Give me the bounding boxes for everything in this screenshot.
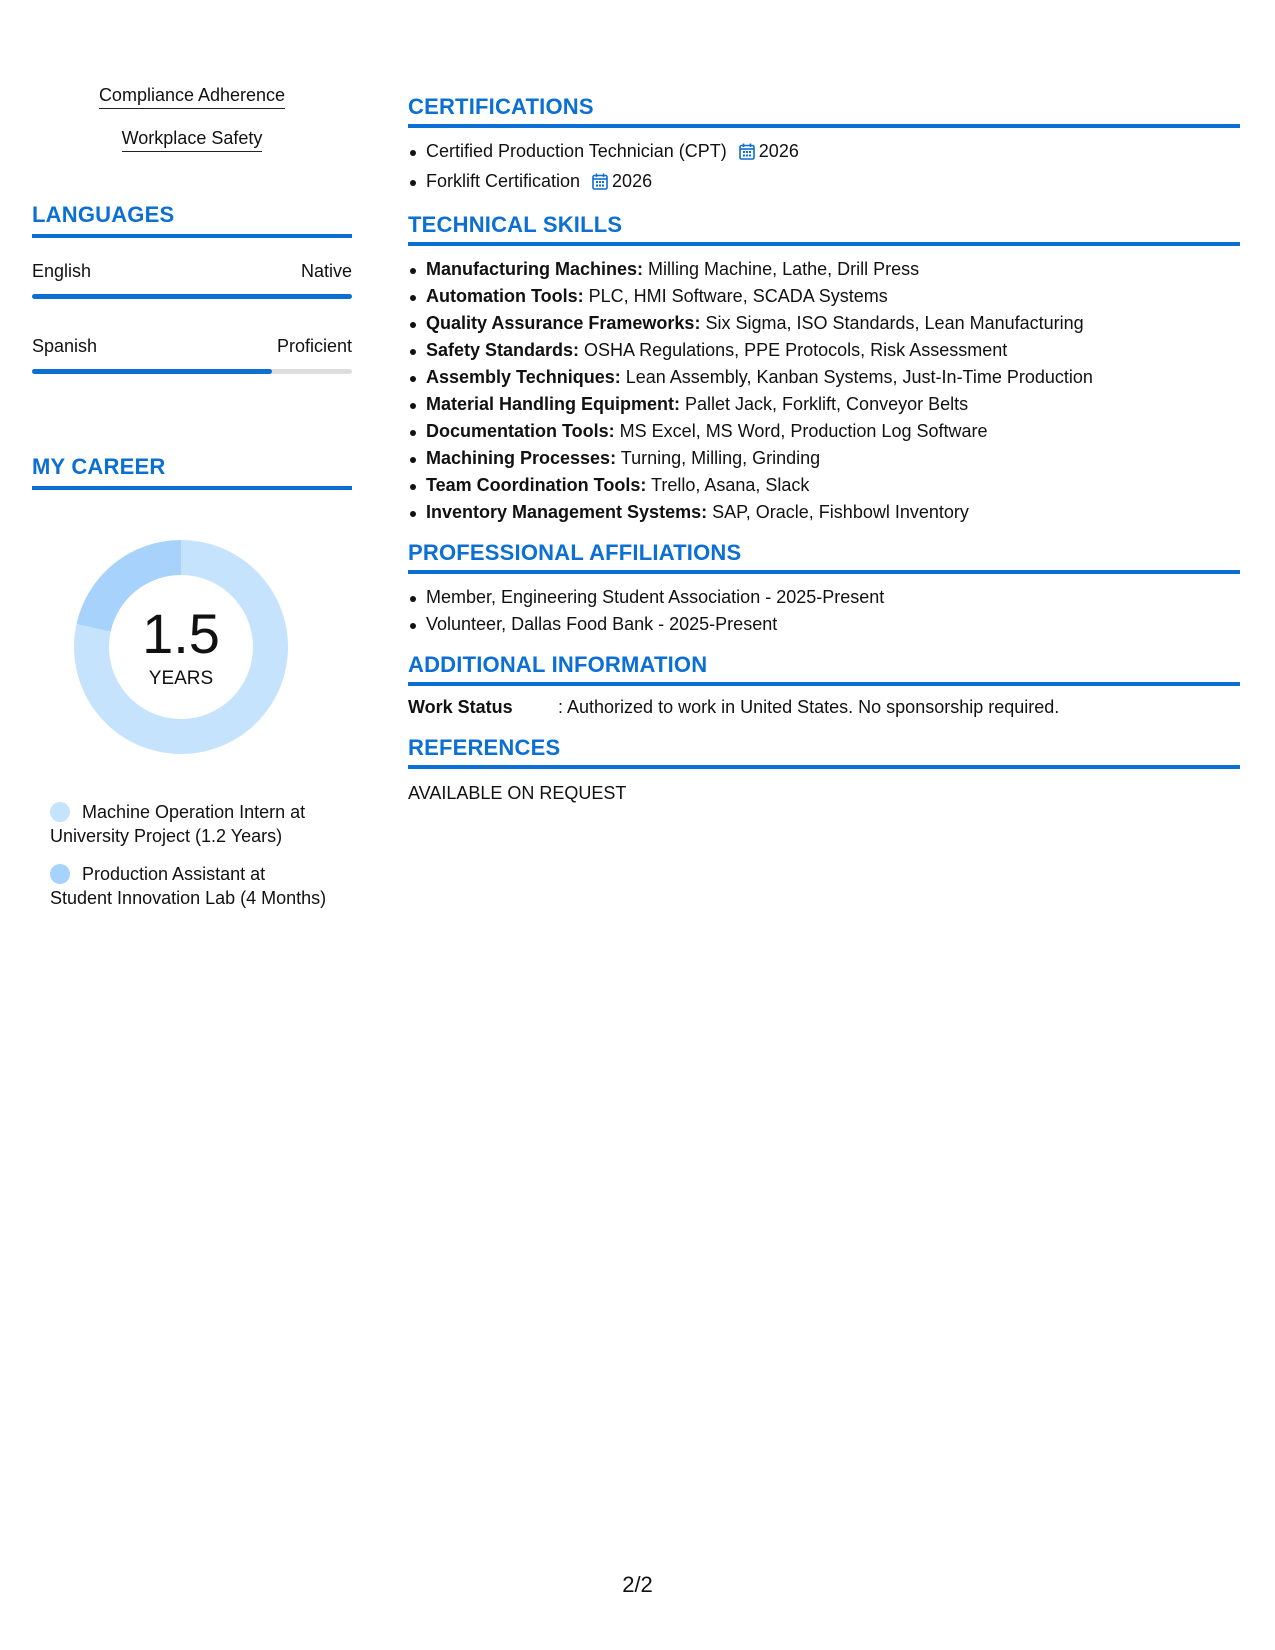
additional-info-title: ADDITIONAL INFORMATION xyxy=(408,652,1240,686)
language-bar xyxy=(32,369,352,374)
certification-year: 2026 xyxy=(758,141,799,161)
career-legend xyxy=(50,800,330,910)
language-row xyxy=(32,260,352,299)
career-entry-label: Production Assistant at Student Innovation Lab (4 Months) xyxy=(50,864,327,908)
language-bar xyxy=(32,294,352,299)
technical-skills-section xyxy=(408,212,1240,526)
certifications-list xyxy=(408,138,1240,198)
career-legend-item xyxy=(50,800,330,848)
skill-item xyxy=(426,310,1240,337)
affiliation-item: Volunteer, Dallas Food Bank - 2025-Present xyxy=(426,611,1240,638)
skill-values: Lean Assembly, Kanban Systems, Just-In-Time Production xyxy=(620,367,1093,387)
certification-item xyxy=(426,138,1240,168)
additional-info-section xyxy=(408,652,1240,721)
legend-dot-icon xyxy=(50,864,70,884)
technical-skills-list xyxy=(408,256,1240,526)
skill-category: Assembly Techniques: xyxy=(426,367,621,387)
language-name: Spanish xyxy=(32,336,98,356)
career-total-value: 1.5 xyxy=(142,602,220,665)
skill-values: Turning, Milling, Grinding xyxy=(616,448,821,468)
language-level: Proficient xyxy=(276,336,352,356)
skill-item xyxy=(426,391,1240,418)
skill-item xyxy=(426,499,1240,526)
skill-category: Automation Tools: xyxy=(426,286,584,306)
languages-title: LANGUAGES xyxy=(32,202,352,238)
skill-category: Team Coordination Tools: xyxy=(426,475,647,495)
language-name: English xyxy=(32,261,92,281)
career-legend-item xyxy=(50,862,330,910)
left-column xyxy=(32,84,352,924)
skill-category: Machining Processes: xyxy=(426,448,617,468)
affiliations-list xyxy=(408,584,1240,638)
skill-category: Safety Standards: xyxy=(426,340,580,360)
certification-item xyxy=(426,168,1240,198)
skill-category: Manufacturing Machines: xyxy=(426,259,644,279)
affiliation-item: Member, Engineering Student Association - 2025-Present xyxy=(426,584,1240,611)
skill-values: MS Excel, MS Word, Production Log Software xyxy=(614,421,988,441)
affiliations-title: PROFESSIONAL AFFILIATIONS xyxy=(408,540,1240,574)
career-entry-label: Machine Operation Intern at University Project (1.2 Years) xyxy=(50,802,306,846)
certifications-title: CERTIFICATIONS xyxy=(408,94,1240,128)
calendar-icon xyxy=(592,171,608,198)
skill-values: SAP, Oracle, Fishbowl Inventory xyxy=(707,502,969,522)
skill-item xyxy=(426,256,1240,283)
skill-item xyxy=(426,445,1240,472)
skill-values: Milling Machine, Lathe, Drill Press xyxy=(643,259,920,279)
skill-item xyxy=(426,283,1240,310)
career-donut-chart xyxy=(66,532,296,762)
skill-category: Documentation Tools: xyxy=(426,421,615,441)
skill-item xyxy=(426,472,1240,499)
certifications-section xyxy=(408,94,1240,198)
skill-values: Pallet Jack, Forklift, Conveyor Belts xyxy=(680,394,969,414)
references-title: REFERENCES xyxy=(408,735,1240,769)
career-total-unit: YEARS xyxy=(148,668,214,689)
certification-name: Certified Production Technician (CPT) xyxy=(426,141,727,161)
right-column xyxy=(408,94,1240,804)
affiliations-section xyxy=(408,540,1240,638)
skill-category: Material Handling Equipment: xyxy=(426,394,681,414)
legend-dot-icon xyxy=(50,802,70,822)
language-bar-fill xyxy=(32,369,272,374)
skill-values: Six Sigma, ISO Standards, Lean Manufacturing xyxy=(700,313,1084,333)
certification-year: 2026 xyxy=(612,171,653,191)
skill-tags xyxy=(32,84,352,152)
languages-section xyxy=(32,202,352,374)
skill-tag: Workplace Safety xyxy=(122,127,263,152)
work-status-value: : Authorized to work in United States. No sponsorship required. xyxy=(558,697,1060,717)
references-text: AVAILABLE ON REQUEST xyxy=(408,783,627,803)
skill-values: Trello, Asana, Slack xyxy=(646,475,810,495)
certification-name: Forklift Certification xyxy=(426,171,581,191)
calendar-icon xyxy=(739,141,755,168)
technical-skills-title: TECHNICAL SKILLS xyxy=(408,212,1240,246)
career-section xyxy=(32,454,352,910)
skill-category: Inventory Management Systems: xyxy=(426,502,708,522)
skill-item xyxy=(426,337,1240,364)
references-section xyxy=(408,735,1240,804)
skill-item xyxy=(426,418,1240,445)
skill-tag: Compliance Adherence xyxy=(99,84,285,109)
language-row xyxy=(32,335,352,374)
skill-values: PLC, HMI Software, SCADA Systems xyxy=(583,286,888,306)
skill-category: Quality Assurance Frameworks: xyxy=(426,313,701,333)
skill-item xyxy=(426,364,1240,391)
work-status-label: Work Status xyxy=(408,697,513,717)
career-title: MY CAREER xyxy=(32,454,352,490)
language-level: Native xyxy=(300,261,352,281)
language-bar-fill xyxy=(32,294,352,299)
work-status-row xyxy=(408,694,1240,721)
skill-values: OSHA Regulations, PPE Protocols, Risk Assessment xyxy=(579,340,1008,360)
page-number: 2/2 xyxy=(622,1572,653,1597)
